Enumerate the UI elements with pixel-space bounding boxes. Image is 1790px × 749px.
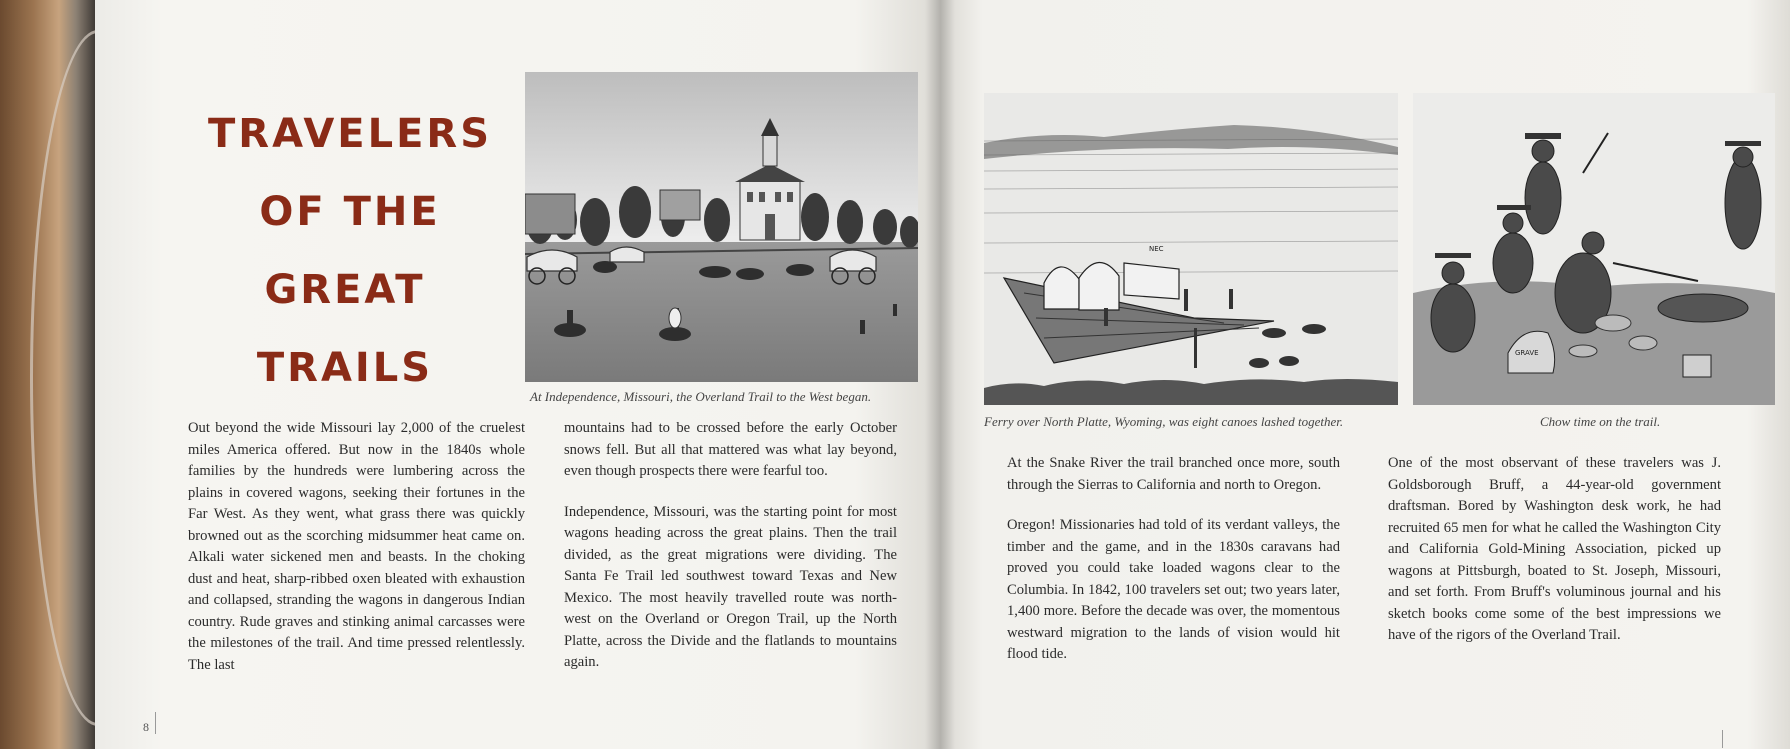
text-column-2 <box>564 418 897 693</box>
col3-para-1: At the Snake River the trail branched once more, south through the Sierras to California and north to Oregon. <box>1007 455 1340 493</box>
col2-para-2: Independence, Missouri, was the starting point for most wagons heading across the great plains. Then the trail divided, as the great migrations were dividing. The Santa Fe Trail led southwest toward Texas and New Mexico. The most heavily travelled route was north-west on the Overland or Oregon Trail, up the North Platte, across the Divide and the flatlands to mountains again. <box>564 503 897 670</box>
title-line-3: GREAT TRAILS <box>256 267 434 391</box>
ferry-sketch <box>984 93 1398 405</box>
page-rule-right <box>1722 730 1723 748</box>
ferry-wagon-label: NEC <box>1149 245 1164 253</box>
col1-para-1: Out beyond the wide Missouri lay 2,000 of the cruelest miles America offered. But now in the 1840s whole families by the hundreds were lumbering across the plains in covered wagons, seeking their fortunes in the Far West. As they went, what grass there was quickly browned out as the scorching midsummer heat came on. Alkali water sickened men and beasts. In the choking dust and heat, sharp-ribbed oxen bleated with exhaustion and collapsed, stranding the wagons in dangerous Indian country. Rude graves and stinking animal carcasses were the milestones of the trail. And time pressed relentlessly. The last <box>188 420 525 673</box>
left-page <box>95 0 940 749</box>
text-column-4 <box>1388 453 1721 666</box>
book-gutter-shadow <box>925 0 955 749</box>
title-line-1: TRAVELERS <box>207 111 493 157</box>
col2-para-1: mountains had to be crossed before the early October snows fell. But all that mattered was what lay beyond, even though prospects there were fearful too. <box>564 420 897 479</box>
caption-ferry: Ferry over North Platte, Wyoming, was eight canoes lashed together. <box>984 414 1344 429</box>
page-number-rule <box>155 712 156 734</box>
independence-engraving <box>525 72 918 382</box>
page-title <box>180 95 520 407</box>
page-number: 8 <box>143 720 149 734</box>
right-page <box>940 0 1790 749</box>
grave-marker-label: GRAVE <box>1515 349 1539 357</box>
cd-case-edge <box>0 0 95 749</box>
text-column-1 <box>188 418 525 695</box>
text-column-3 <box>1007 453 1340 685</box>
caption-chow: Chow time on the trail. <box>1540 414 1661 429</box>
title-line-2: OF THE <box>259 189 441 235</box>
caption-independence: At Independence, Missouri, the Overland Trail to the West began. <box>530 389 872 404</box>
col3-para-2: Oregon! Missionaries had told of its verdant valleys, the timber and the game, and in the 1830s caravans had proved you could take loaded wagons clear to the Columbia. In 1842, 100 travelers set out; two years later, 1,400 more. Before the decade was over, the momentous westward migration to the lands of vision would hit flood tide. <box>1007 517 1340 662</box>
col4-para-1: One of the most observant of these travelers was J. Goldsborough Bruff, a 44-year-old government draftsman. Bored by Washington desk work, he had recruited 65 men for what he called the Washington City and California Gold-Mining Association, picked up wagons at Pittsburgh, boated to St. Joseph, Missouri, and set forth. From Bruff's voluminous journal and his sketch books come some of the best impressions we have of the rigors of the Overland Trail. <box>1388 455 1721 643</box>
chow-time-sketch <box>1413 93 1775 405</box>
